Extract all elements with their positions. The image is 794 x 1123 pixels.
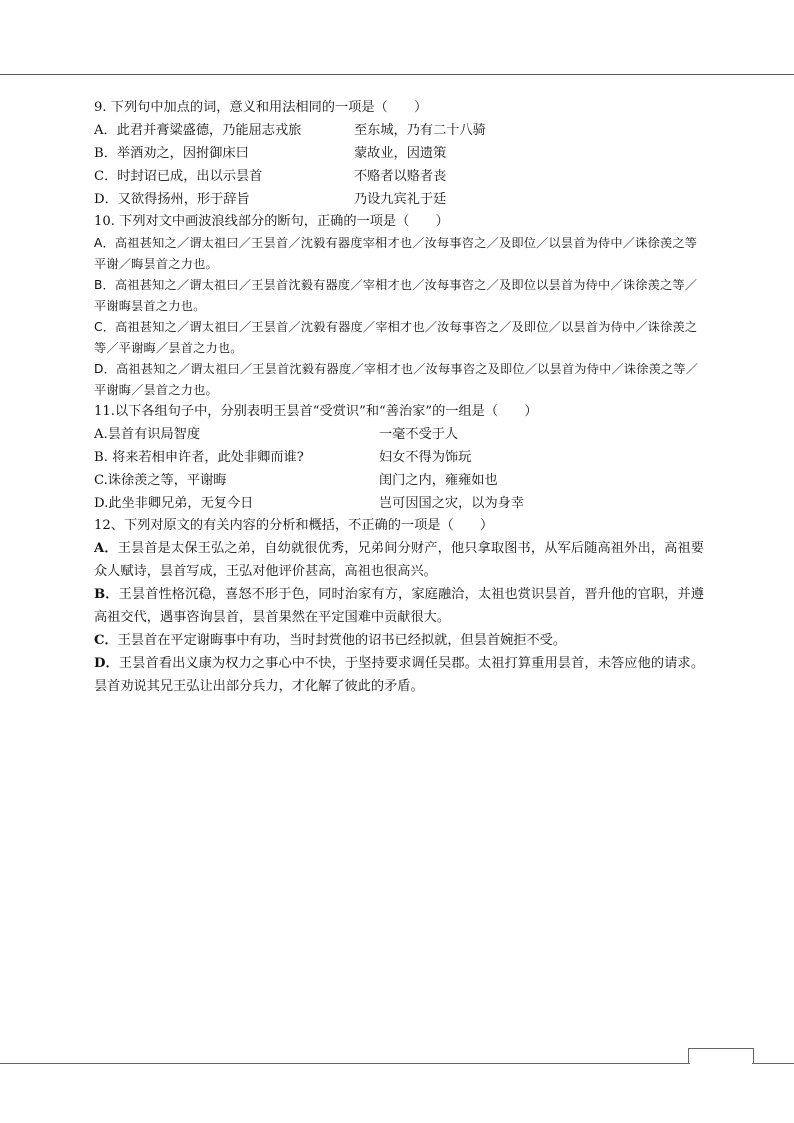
q12-option-b-label: B． <box>94 587 119 602</box>
q12-option-d-label: D． <box>94 656 119 671</box>
q9-stem: 9. 下列句中加点的词，意义和用法相同的一项是（ ） <box>94 100 428 115</box>
q9-option-c-right: 不赂者以赂者丧 <box>354 169 447 184</box>
footer-rule-right <box>752 1063 794 1064</box>
q11-option-b-left: B. 将来若相申许者，此处非卿而谁? <box>94 450 304 465</box>
q11-option-d-right: 岂可因国之灾，以为身幸 <box>379 496 525 511</box>
q9-option-a-right: 至东城，乃有二十八骑 <box>354 123 486 138</box>
q12-option-c <box>94 629 704 652</box>
q11-option-d <box>94 492 704 515</box>
q11-option-c-right: 闺门之内，雍雍如也 <box>379 473 498 488</box>
q12-stem: 12、下列对原文的有关内容的分析和概括，不正确的一项是（ ） <box>94 518 494 533</box>
q11-option-c-left: C.诛徐羡之等，平谢晦 <box>94 473 227 488</box>
q11-option-d-left: D.此坐非卿兄弟，无复今日 <box>94 496 254 511</box>
q11-stem: 11.以下各组句子中，分别表明王昙首“受赏识”和“善治家”的一组是（ ） <box>94 404 538 419</box>
q11-option-b <box>94 446 704 469</box>
q10-option-a: A．高祖甚知之／谓太祖曰／王昙首／沈毅有器度宰相才也／汝每事咨之／及即位／以昙首为侍中／诛徐羡之等平谢／晦昙首之力也。 <box>94 236 698 271</box>
q10-option-d: D．高祖甚知之／谓太祖曰／王昙首沈毅有器度／宰相才也／汝每事咨之及即位／以昙首为侍中／诛徐羡之等／平谢晦／昙首之力也。 <box>94 362 699 397</box>
header-rule <box>0 74 794 75</box>
q12-option-b-text: 王昙首性格沉稳，喜怒不形于色，同时治家有方，家庭融洽，太祖也赏识昙首，晋升他的官职，并遵高祖交代，遇事咨询昙首，昙首果然在平定国难中贡献很大。 <box>94 587 704 625</box>
q9-option-b <box>94 142 704 165</box>
q11-option-a-left: A.昙首有识局智度 <box>94 427 201 442</box>
question-sheet <box>94 97 704 698</box>
q12-option-c-label: C． <box>94 633 118 648</box>
footer-rule <box>0 1063 690 1064</box>
q9-option-d-right: 乃设九宾礼于廷 <box>354 192 447 207</box>
q12-option-a-label: A． <box>94 541 118 556</box>
q9-option-a-left: A．此君并膏粱盛德，乃能屈志戎旅 <box>94 123 302 138</box>
q9-option-b-right: 蒙故业，因遗策 <box>354 146 447 161</box>
q11-option-c <box>94 469 704 492</box>
q12-option-c-text: 王昙首在平定谢晦事中有功，当时封赏他的诏书已经拟就，但昙首婉拒不受。 <box>117 633 567 648</box>
q12-option-d-text: 王昙首看出义康为权力之事心中不快，于坚持要求调任吴郡。太祖打算重用昙首，未答应他的请求。昙首劝说其兄王弘让出部分兵力，才化解了彼此的矛盾。 <box>94 656 705 694</box>
q11-option-a-right: 一毫不受于人 <box>379 427 459 442</box>
q9-option-d <box>94 188 704 211</box>
q12-option-d <box>94 652 704 698</box>
q9-option-b-left: B．举酒劝之，因拊御床曰 <box>94 146 249 161</box>
q9-option-d-left: D．又欲得扬州，形于辞旨 <box>94 192 250 207</box>
q12-option-b <box>94 583 704 629</box>
q11-option-a <box>94 423 704 446</box>
q12-option-a <box>94 537 704 583</box>
q10-option-b: B．高祖甚知之／谓太祖曰／王昙首沈毅有器度／宰相才也／汝每事咨之／及即位以昙首为侍中／诛徐羡之等／平谢晦昙首之力也。 <box>94 278 698 313</box>
q12-option-a-text: 王昙首是太保王弘之弟，自幼就很优秀，兄弟间分财产，他只拿取图书，从军后随高祖外出，高祖要众人赋诗，昙首写成，王弘对他评价甚高，高祖也很高兴。 <box>94 541 704 579</box>
q10-stem: 10. 下列对文中画波浪线部分的断句，正确的一项是（ ） <box>94 214 449 229</box>
q9-option-a <box>94 119 704 142</box>
q11-option-b-right: 妇女不得为饰玩 <box>379 450 472 465</box>
footer-page-tab <box>688 1048 754 1063</box>
q9-option-c-left: C．时封诏已成，出以示昙首 <box>94 169 263 184</box>
q10-option-c: C．高祖甚知之／谓太祖曰／王昙首／沈毅有器度／宰相才也／汝每事咨之／及即位／以昙首为侍中／诛徐羡之等／平谢晦／昙首之力也。 <box>94 320 698 355</box>
q9-option-c <box>94 165 704 188</box>
